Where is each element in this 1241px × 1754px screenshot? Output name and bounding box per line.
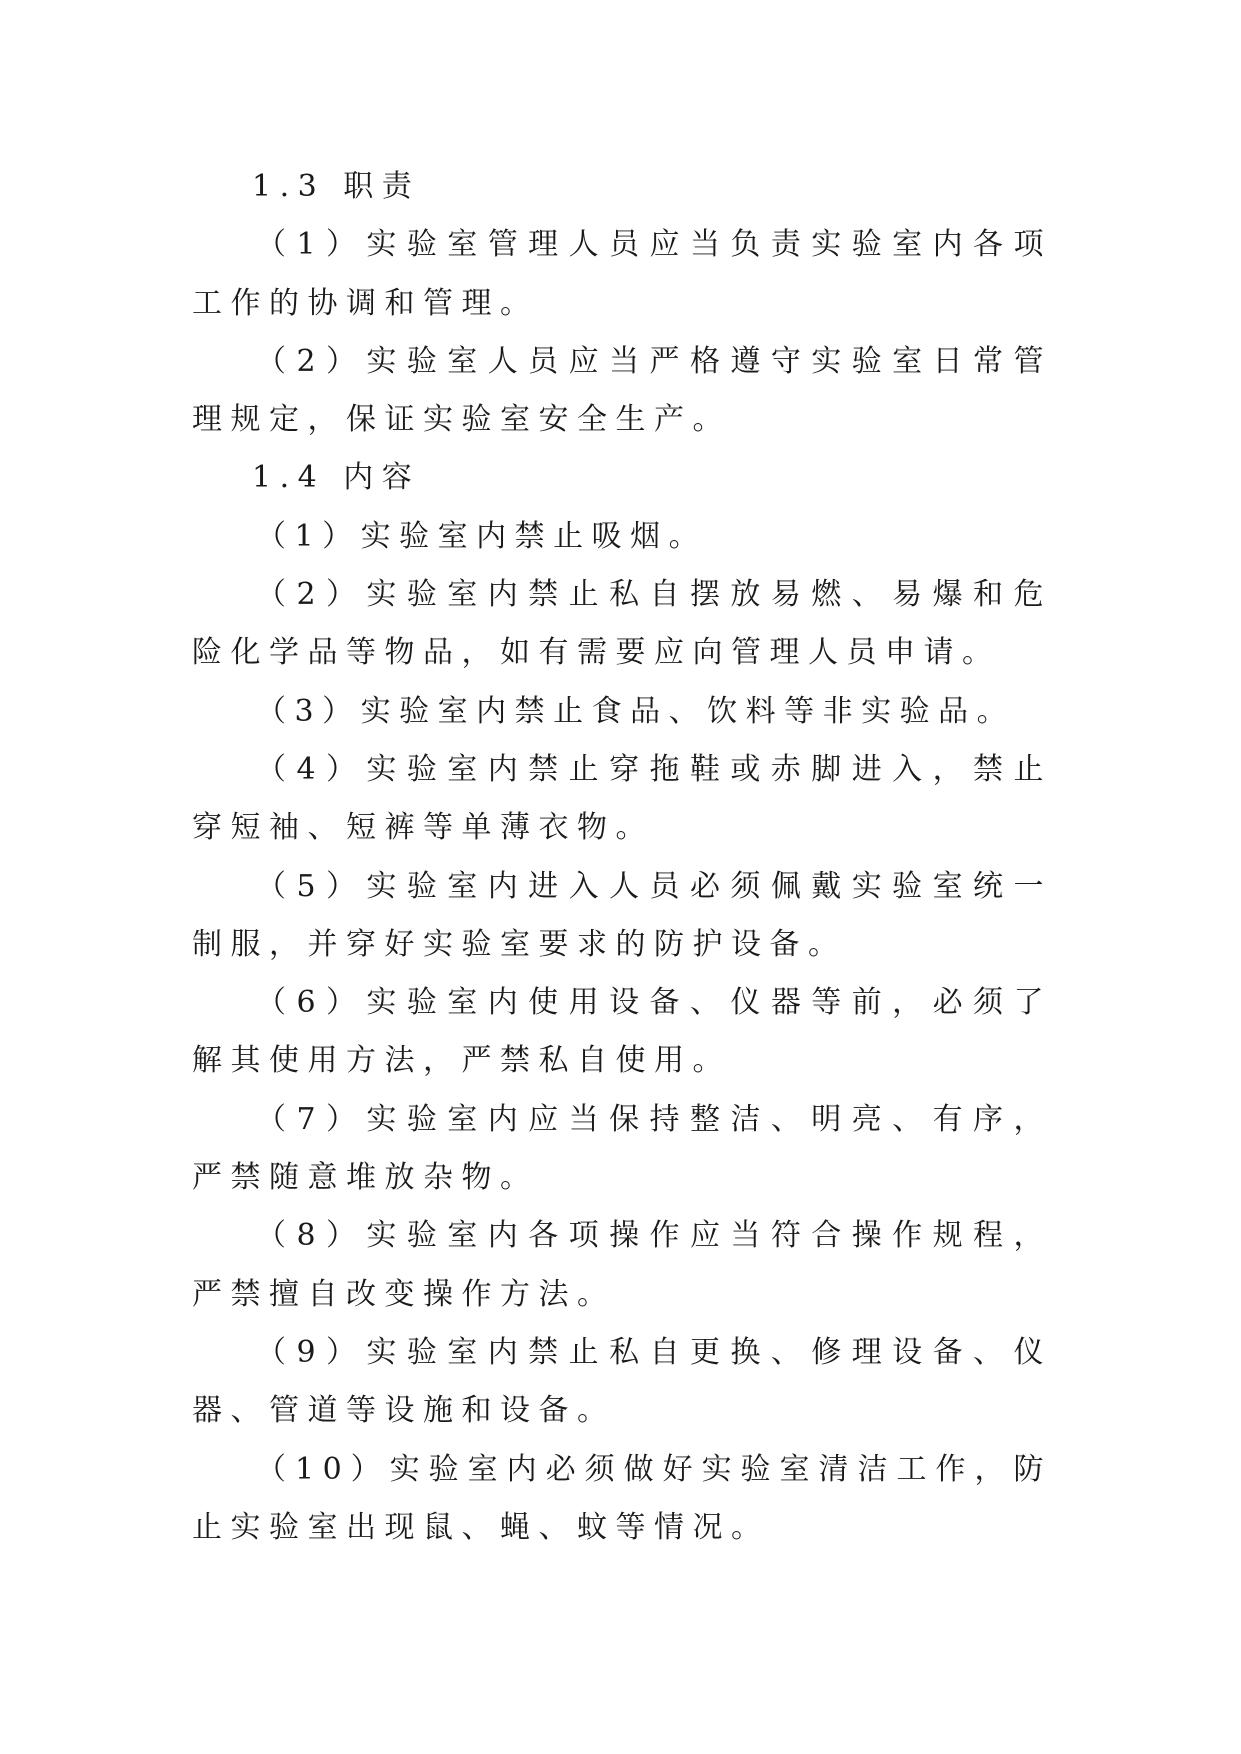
paragraph: （1）实验室内禁止吸烟。 xyxy=(256,518,708,554)
paragraph: （4）实验室内禁止穿拖鞋或赤脚进入，禁止穿短袖、短裤等单薄衣物。 xyxy=(192,751,1052,846)
paragraph: （1）实验室管理人员应当负责实验室内各项工作的协调和管理。 xyxy=(192,227,1052,321)
paragraph: （2）实验室内禁止私自摆放易燃、易爆和危险化学品等物品，如有需要应向管理人员申请。 xyxy=(192,577,1052,671)
paragraph: （3）实验室内禁止食品、饮料等非实验品。 xyxy=(256,693,1016,729)
paragraph: （6）实验室内使用设备、仪器等前，必须了解其使用方法，严禁私自使用。 xyxy=(192,985,1052,1079)
paragraph: （9）实验室内禁止私自更换、修理设备、仪器、管道等设施和设备。 xyxy=(192,1334,1052,1429)
section-heading-contents: 1.4 内容 xyxy=(252,460,421,496)
paragraph: （8）实验室内各项操作应当符合操作规程，严禁擅自改变操作方法。 xyxy=(192,1218,1052,1312)
paragraph: （7）实验室内应当保持整洁、明亮、有序，严禁随意堆放杂物。 xyxy=(192,1101,1052,1196)
document-body xyxy=(192,158,1052,1557)
section-heading-responsibilities: 1.3 职责 xyxy=(252,169,421,204)
paragraph: （2）实验室人员应当严格遵守实验室日常管理规定，保证实验室安全生产。 xyxy=(192,343,1052,438)
paragraph: （10）实验室内必须做好实验室清洁工作，防止实验室出现鼠、蝇、蚊等情况。 xyxy=(192,1451,1052,1545)
paragraph: （5）实验室内进入人员必须佩戴实验室统一制服，并穿好实验室要求的防护设备。 xyxy=(192,868,1052,962)
